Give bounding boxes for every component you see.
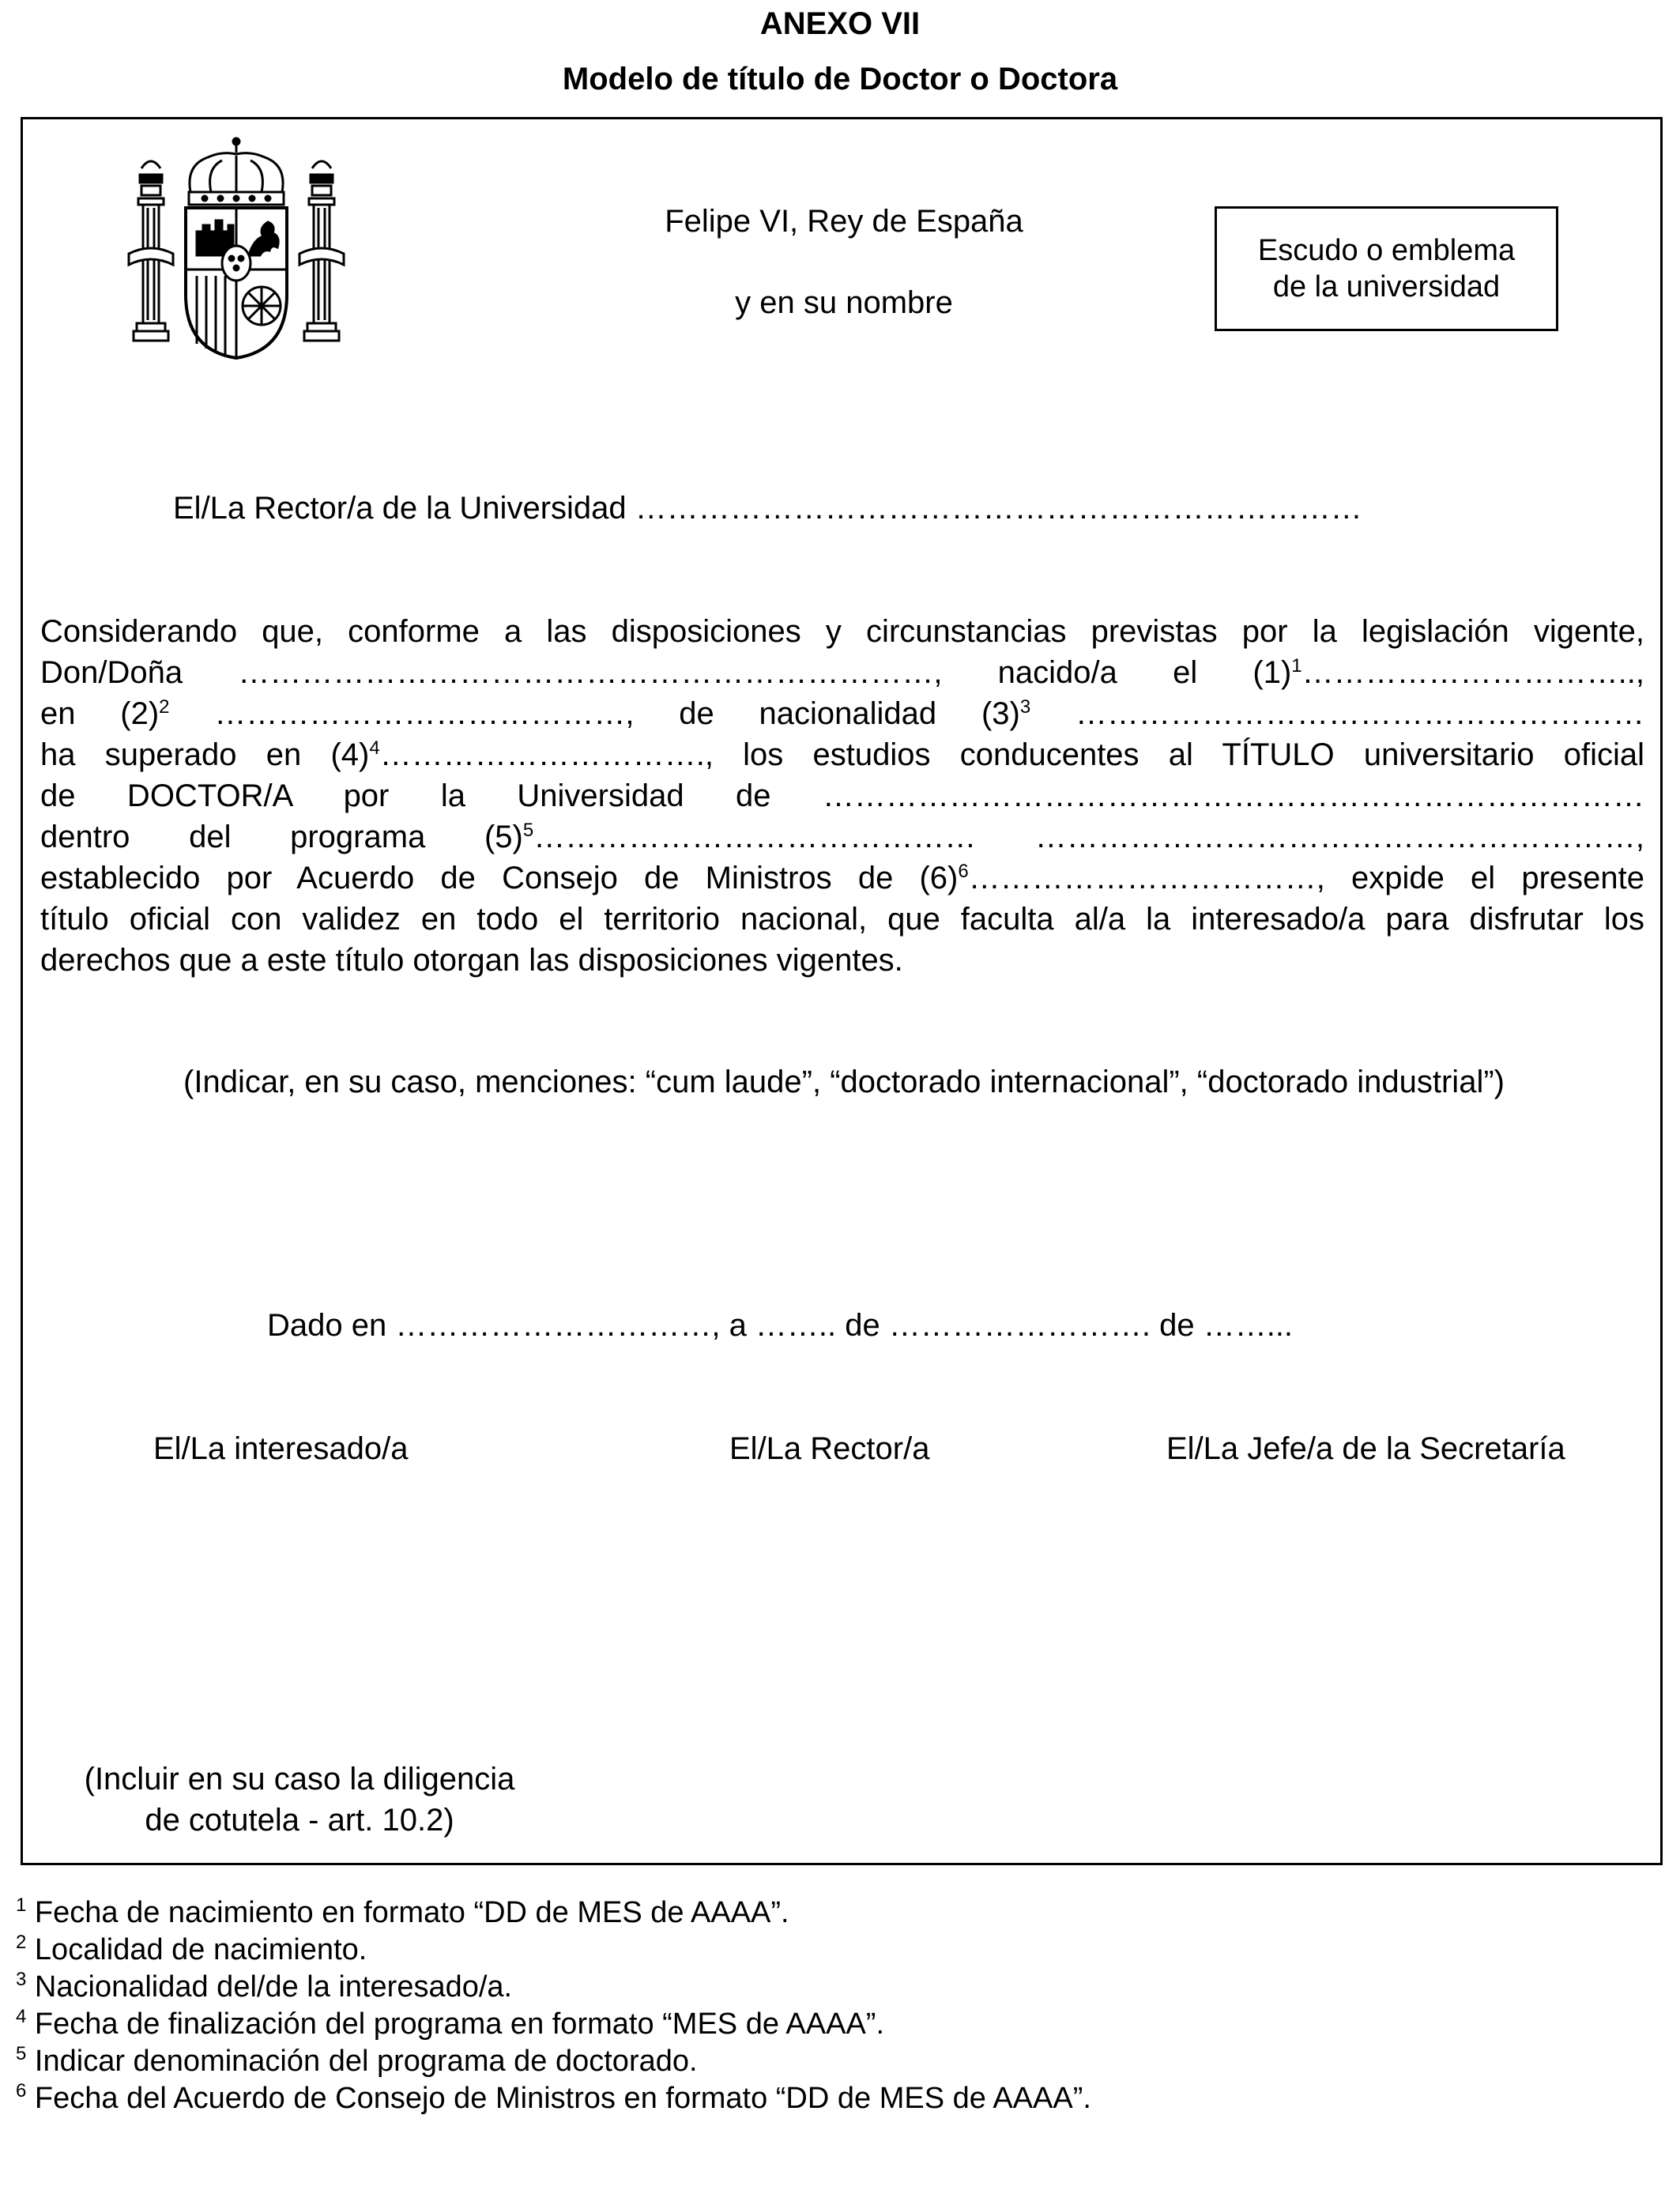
given-at-line: Dado en …………………………, a …….. de ……………………. de ……... — [267, 1308, 1294, 1343]
emblem-label-line1: Escudo o emblema — [1257, 234, 1516, 267]
footnote-ref: 1 — [1291, 655, 1302, 677]
emblem-label-line2: de la universidad — [1272, 270, 1501, 303]
rector-university-line: El/La Rector/a de la Universidad …………………………………………………………… — [173, 491, 1362, 526]
body-line: título oficial con validez en todo el territorio nacional, que faculta al/a la interesado/a para disfrutar los — [40, 902, 1644, 937]
body-line: derechos que a este título otorgan las disposiciones vigentes. — [40, 943, 903, 978]
signature-rector: El/La Rector/a — [729, 1431, 930, 1466]
certificate-frame — [21, 117, 1663, 1865]
footnote-ref: 3 — [1019, 696, 1031, 718]
footnote-5: $^5$ Indicar denominación del programa de doctorado. — [16, 2043, 698, 2078]
footnote-ref: 5 — [522, 820, 534, 841]
issuer-line-in-his-name: y en su nombre — [735, 285, 953, 320]
body-line: ha superado en $(4)^4\dots\dots\dots\dots\dots\dots\dots\dots\dots\dots$., los estudios conducentes al TÍTULO universitario oficial — [40, 737, 1644, 772]
body-line: establecido por Acuerdo de Consejo de Ministros de $(6)^6\dots\dots\dots\dots\dots\dots\dots\dots\dots\dots\dots$, expide el presente — [40, 861, 1644, 895]
cotutela-line1: (Incluir en su caso la diligencia — [84, 1762, 515, 1796]
body-line: Don/Doña …………………………………………………………, nacido/a el $(1)^1\dots\dots\dots\dots\dots\dots\dots\dots\dots\dots$.., — [40, 655, 1644, 690]
body-line: Considerando que, conforme a las disposiciones y circunstancias previstas por la legislación vigente, — [40, 614, 1644, 649]
footnote-4: $^4$ Fecha de finalización del programa en formato “MES de AAAA”. — [16, 2006, 885, 2041]
body-line: dentro del programa $(5)^5\dots\dots\dots\dots\dots\dots\dots\dots\dots\dots\dots\dots\dots\dots$ …………………………………………………, — [40, 820, 1644, 854]
issuer-line-king: Felipe VI, Rey de España — [665, 204, 1023, 239]
footnote-ref: 2 — [159, 696, 170, 718]
document-title: Modelo de título de Doctor o Doctora — [562, 62, 1118, 96]
cotutela-line2: de cotutela - art. 10.2) — [145, 1803, 454, 1838]
footnote-2: $^2$ Localidad de nacimiento. — [16, 1932, 367, 1966]
signature-interested: El/La interesado/a — [153, 1431, 409, 1466]
footnote-1: $^1$ Fecha de nacimiento en formato “DD de MES de AAAA”. — [16, 1894, 789, 1929]
body-line: de DOCTOR/A por la Universidad de …………………………………………………………………… — [40, 778, 1644, 813]
footnote-ref: 4 — [369, 737, 380, 759]
annex-heading: ANEXO VII — [759, 6, 921, 41]
footnote-ref: 6 — [958, 861, 969, 882]
signature-secretary-head: El/La Jefe/a de la Secretaría — [1166, 1431, 1565, 1466]
royal-crown — [189, 138, 284, 205]
footnote-3: $^3$ Nacionalidad del/de la interesado/a. — [16, 1969, 513, 2004]
footnote-6: $^6$ Fecha del Acuerdo de Consejo de Ministros en formato “DD de MES de AAAA”. — [16, 2080, 1091, 2115]
body-line: en $(2)^2$ …………………………………, de nacionalidad $(3)^3$ ……………………………………………… — [40, 696, 1644, 731]
spain-coat-of-arms-icon — [118, 137, 355, 366]
footnotes — [16, 1894, 1091, 2117]
cotutela-note — [47, 1759, 552, 1841]
university-emblem-placeholder — [1215, 206, 1558, 331]
mentions-instruction: (Indicar, en su caso, menciones: “cum laude”, “doctorado internacional”, “doctorado industrial”) — [183, 1065, 1505, 1099]
certificate-body — [40, 611, 1644, 981]
